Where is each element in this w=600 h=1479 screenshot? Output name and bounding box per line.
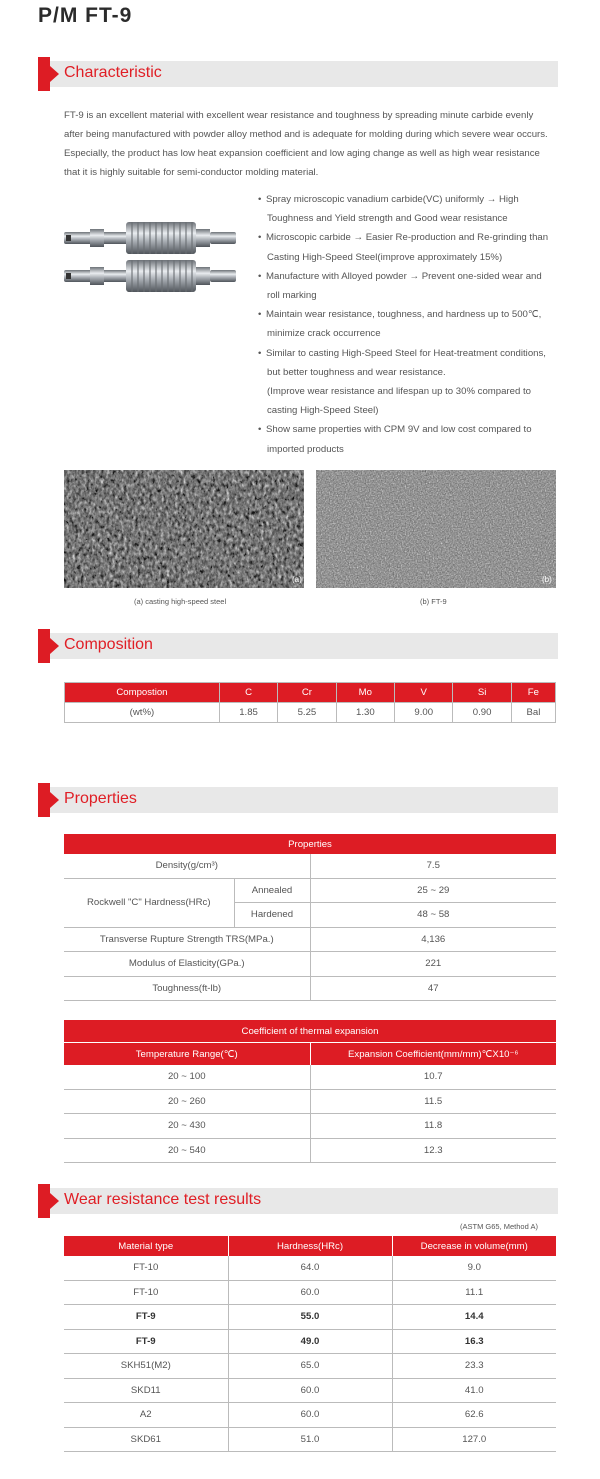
table-cell: 1.30: [336, 703, 394, 723]
table-row: [64, 952, 556, 977]
table-header: Cr: [278, 683, 336, 703]
table-header: Mo: [336, 683, 394, 703]
table-cell: 55.0: [228, 1305, 392, 1330]
table-cell: 60.0: [228, 1378, 392, 1403]
micrograph-casting-hss: [64, 470, 304, 588]
table-cell: 60.0: [228, 1403, 392, 1428]
table-cell: Toughness(ft-lb): [64, 976, 310, 1001]
table-row: [64, 1089, 556, 1114]
table-cell: SKD11: [64, 1378, 228, 1403]
section-header-properties: [38, 787, 558, 813]
intro-line: after being manufactured with powder alloy method and is adequate for molding during which severe wear occurs.: [64, 129, 548, 140]
table-header: V: [395, 683, 453, 703]
table-cell: 7.5: [310, 854, 556, 878]
composition-table: [64, 682, 556, 723]
wear-test-table: [64, 1236, 556, 1452]
table-cell: 48 ~ 58: [310, 903, 556, 928]
table-header: Temperature Range(℃): [64, 1043, 310, 1066]
micrograph-caption: (a) casting high-speed steel: [134, 597, 227, 606]
table-row: [64, 1065, 556, 1089]
table-cell: 0.90: [453, 703, 511, 723]
table-row: [64, 927, 556, 952]
table-cell: SKH51(M2): [64, 1354, 228, 1379]
table-cell: 10.7: [310, 1065, 556, 1089]
feature-item: • Spray microscopic vanadium carbide(VC) uniformly → High Toughness and Yield strength and Good wear resistance: [258, 194, 519, 225]
intro-line: Especially, the product has low heat expansion coefficient and low aging change as well as high wear resistance: [64, 148, 540, 159]
table-cell: 9.0: [392, 1256, 556, 1280]
thermal-expansion-table: [64, 1020, 556, 1163]
table-row: [64, 1280, 556, 1305]
table-row: [65, 703, 556, 723]
section-title: Composition: [64, 636, 153, 653]
table-row: [64, 878, 556, 903]
table-cell: Density(g/cm³): [64, 854, 310, 878]
table-cell: 9.00: [395, 703, 453, 723]
table-cell: 20 ~ 100: [64, 1065, 310, 1089]
section-title: Wear resistance test results: [64, 1191, 262, 1208]
table-cell: 221: [310, 952, 556, 977]
section-header-wear: [38, 1188, 558, 1214]
table-cell: 5.25: [278, 703, 336, 723]
section-flag: [38, 629, 50, 663]
section-title: Characteristic: [64, 64, 162, 81]
table-header: Si: [453, 683, 511, 703]
table-cell: 11.5: [310, 1089, 556, 1114]
feature-item: • Maintain wear resistance, toughness, and hardness up to 500℃, minimize crack occurrence: [258, 309, 542, 340]
table-row: [64, 1354, 556, 1379]
micrograph-ft9: [316, 470, 556, 588]
table-row: [64, 1378, 556, 1403]
table-cell: Rockwell "C" Hardness(HRc): [64, 878, 234, 927]
table-cell: FT-9: [64, 1329, 228, 1354]
table-cell: 25 ~ 29: [310, 878, 556, 903]
table-row-highlight: [64, 1329, 556, 1354]
table-row: [64, 1427, 556, 1452]
table-cell: 12.3: [310, 1138, 556, 1163]
table-row: [64, 1138, 556, 1163]
table-header: Coefficient of thermal expansion: [64, 1020, 556, 1043]
table-cell: 20 ~ 540: [64, 1138, 310, 1163]
table-header: Decrease in volume(mm): [392, 1236, 556, 1256]
table-cell: 51.0: [228, 1427, 392, 1452]
table-cell: 47: [310, 976, 556, 1001]
table-cell: 65.0: [228, 1354, 392, 1379]
table-row-highlight: [64, 1305, 556, 1330]
table-cell: Transverse Rupture Strength TRS(MPa.): [64, 927, 310, 952]
table-row: [64, 1114, 556, 1139]
table-cell: 11.1: [392, 1280, 556, 1305]
table-cell: FT-10: [64, 1256, 228, 1280]
feature-list: [258, 190, 558, 459]
table-header: Hardness(HRc): [228, 1236, 392, 1256]
table-cell: 1.85: [219, 703, 277, 723]
table-cell: Bal: [511, 703, 555, 723]
table-header-row: [65, 683, 556, 703]
table-cell: 20 ~ 430: [64, 1114, 310, 1139]
feature-item: • Microscopic carbide → Easier Re-production and Re-grinding than Casting High-Speed Steel(improve approximately 15%): [258, 232, 549, 263]
table-header: Material type: [64, 1236, 228, 1256]
table-cell: Annealed: [234, 878, 310, 903]
section-header-composition: [38, 633, 558, 659]
table-cell: 64.0: [228, 1256, 392, 1280]
feature-item: • Show same properties with CPM 9V and low cost compared to imported products: [258, 424, 532, 455]
table-cell: 11.8: [310, 1114, 556, 1139]
intro-line: that it is highly suitable for semi-conductor molding material.: [64, 167, 319, 178]
table-header: C: [219, 683, 277, 703]
table-cell: (wt%): [65, 703, 220, 723]
feature-item: • Similar to casting High-Speed Steel for Heat-treatment conditions, but better toughness and wear resistance. (Improve wear resistance and lifespan up to 30% compared to casting High-Speed Steel): [258, 347, 546, 417]
table-cell: A2: [64, 1403, 228, 1428]
micrograph-tag: (a): [292, 575, 302, 584]
micrograph-tag: (b): [542, 575, 552, 584]
table-cell: 23.3: [392, 1354, 556, 1379]
feature-item: • Manufacture with Alloyed powder → Prevent one-sided wear and roll marking: [258, 270, 542, 302]
table-row: [64, 1256, 556, 1280]
table-header: Properties: [64, 834, 556, 854]
section-title: Properties: [64, 790, 137, 807]
properties-table: [64, 834, 556, 1001]
table-cell: Hardened: [234, 903, 310, 928]
section-flag: [38, 1184, 50, 1218]
table-cell: SKD61: [64, 1427, 228, 1452]
table-cell: 4,136: [310, 927, 556, 952]
table-cell: 49.0: [228, 1329, 392, 1354]
table-cell: Modulus of Elasticity(GPa.): [64, 952, 310, 977]
table-cell: FT-9: [64, 1305, 228, 1330]
table-header: Fe: [511, 683, 555, 703]
table-cell: 60.0: [228, 1280, 392, 1305]
table-cell: 14.4: [392, 1305, 556, 1330]
section-header-characteristic: [38, 61, 558, 87]
table-header: Expansion Coefficient(mm/mm)℃X10⁻⁶: [310, 1043, 556, 1066]
section-flag: [38, 57, 50, 91]
table-cell: FT-10: [64, 1280, 228, 1305]
page-title: P/M FT-9: [38, 4, 133, 27]
table-header: Compostion: [65, 683, 220, 703]
micrograph-caption: (b) FT-9: [420, 597, 447, 606]
table-row: [64, 1403, 556, 1428]
intro-line: FT-9 is an excellent material with excellent wear resistance and toughness by spreading minute carbide evenly: [64, 110, 534, 121]
section-flag: [38, 783, 50, 817]
table-row: [64, 854, 556, 878]
table-cell: 16.3: [392, 1329, 556, 1354]
table-row: [64, 976, 556, 1001]
table-cell: 20 ~ 260: [64, 1089, 310, 1114]
table-cell: 127.0: [392, 1427, 556, 1452]
test-method-note: (ASTM G65, Method A): [460, 1222, 538, 1231]
table-cell: 62.6: [392, 1403, 556, 1428]
table-cell: 41.0: [392, 1378, 556, 1403]
intro-paragraph: [64, 106, 558, 182]
roll-product-image: [60, 212, 240, 302]
